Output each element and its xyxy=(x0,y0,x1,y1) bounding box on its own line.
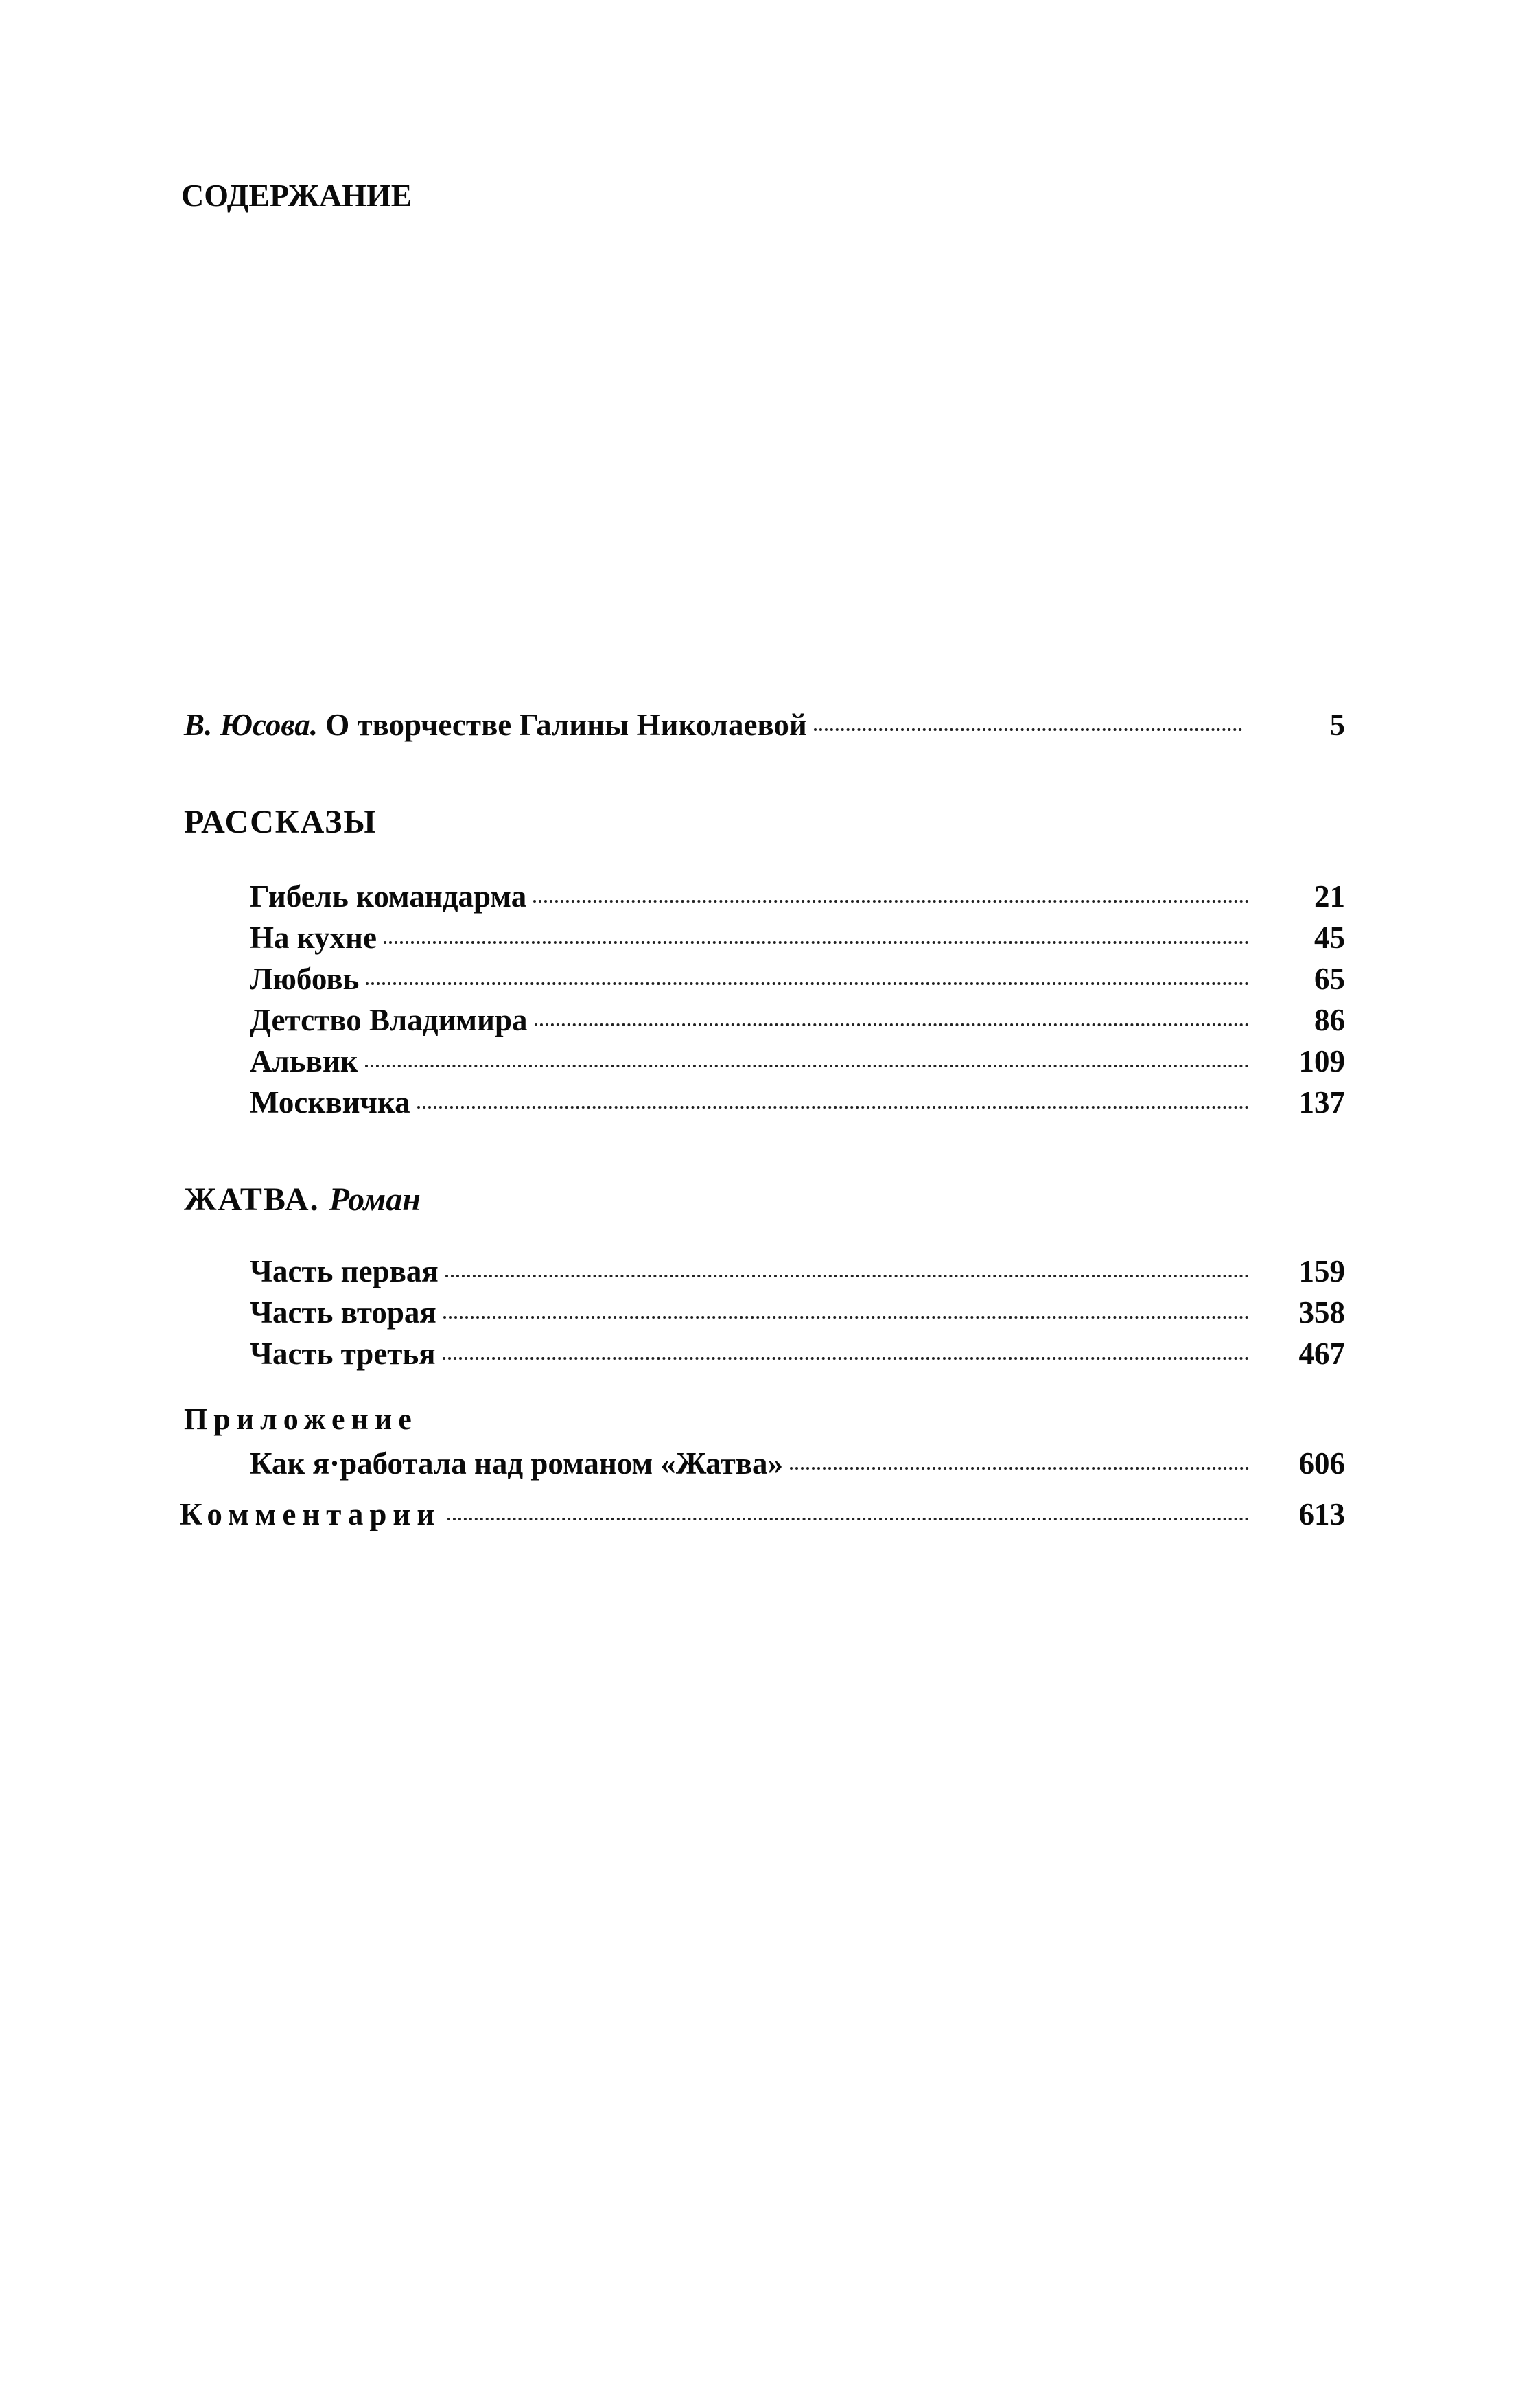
dot-leader xyxy=(790,1467,1249,1470)
entry-page-number: 467 xyxy=(1298,1336,1345,1371)
entry-title: Как я·работала над романом «Жатва» xyxy=(250,1446,783,1481)
entry-title: Часть третья xyxy=(250,1336,436,1371)
toc-entry[interactable] xyxy=(250,1295,1345,1336)
toc-entry[interactable] xyxy=(250,1446,1345,1487)
entry-page-number: 5 xyxy=(1329,708,1345,742)
entry-author: В. Юсова. xyxy=(184,708,318,742)
dot-leader xyxy=(443,1357,1249,1360)
page-title: СОДЕРЖАНИЕ xyxy=(181,178,412,213)
dot-leader xyxy=(417,1106,1249,1109)
section-heading-appendix: Приложение xyxy=(184,1402,418,1436)
entry-page-number: 109 xyxy=(1298,1044,1345,1078)
toc-entry[interactable] xyxy=(250,879,1345,920)
entry-title: Часть первая xyxy=(250,1254,439,1288)
toc-entry[interactable] xyxy=(250,961,1345,1002)
entry-title: На кухне xyxy=(250,921,377,955)
toc-entry[interactable] xyxy=(250,1253,1345,1295)
entry-title: Комментарии xyxy=(180,1497,441,1531)
section-heading-stories: РАССКАЗЫ xyxy=(184,804,377,840)
toc-entry[interactable] xyxy=(250,1085,1345,1126)
toc-entry-intro[interactable] xyxy=(184,707,1345,748)
entry-page-number: 21 xyxy=(1314,879,1345,914)
entry-title: О творчестве Галины Николаевой xyxy=(325,708,807,742)
entry-page-number: 45 xyxy=(1314,921,1345,955)
dot-leader xyxy=(447,1518,1249,1520)
entry-page-number: 613 xyxy=(1298,1497,1345,1531)
toc-entry[interactable] xyxy=(250,1002,1345,1043)
toc-entry[interactable] xyxy=(250,1043,1345,1085)
novel-title: ЖАТВА. xyxy=(184,1181,320,1218)
dot-leader xyxy=(365,1065,1249,1067)
entry-page-number: 137 xyxy=(1298,1085,1345,1120)
dot-leader xyxy=(445,1275,1249,1277)
dot-leader xyxy=(366,982,1249,985)
section-heading-novel xyxy=(184,1181,421,1218)
entry-page-number: 159 xyxy=(1298,1254,1345,1288)
toc-entry-comments[interactable] xyxy=(180,1496,1345,1538)
entry-title: Москвичка xyxy=(250,1085,410,1120)
dot-leader xyxy=(814,728,1242,731)
dot-leader xyxy=(533,900,1249,903)
entry-page-number: 86 xyxy=(1314,1003,1345,1037)
entry-page-number: 606 xyxy=(1298,1446,1345,1481)
dot-leader xyxy=(384,941,1249,944)
entry-page-number: 65 xyxy=(1314,962,1345,996)
entry-title: Гибель командарма xyxy=(250,879,527,914)
entry-page-number: 358 xyxy=(1298,1295,1345,1330)
entry-title: Часть вторая xyxy=(250,1295,436,1330)
entry-title: Альвик xyxy=(250,1044,358,1078)
entry-title: Любовь xyxy=(250,962,360,996)
dot-leader xyxy=(443,1316,1249,1319)
toc-entry[interactable] xyxy=(250,1336,1345,1377)
toc-entry[interactable] xyxy=(250,920,1345,961)
entry-label xyxy=(184,707,807,743)
entry-title: Детство Владимира xyxy=(250,1003,528,1037)
novel-genre: Роман xyxy=(329,1181,421,1218)
dot-leader xyxy=(535,1023,1249,1026)
